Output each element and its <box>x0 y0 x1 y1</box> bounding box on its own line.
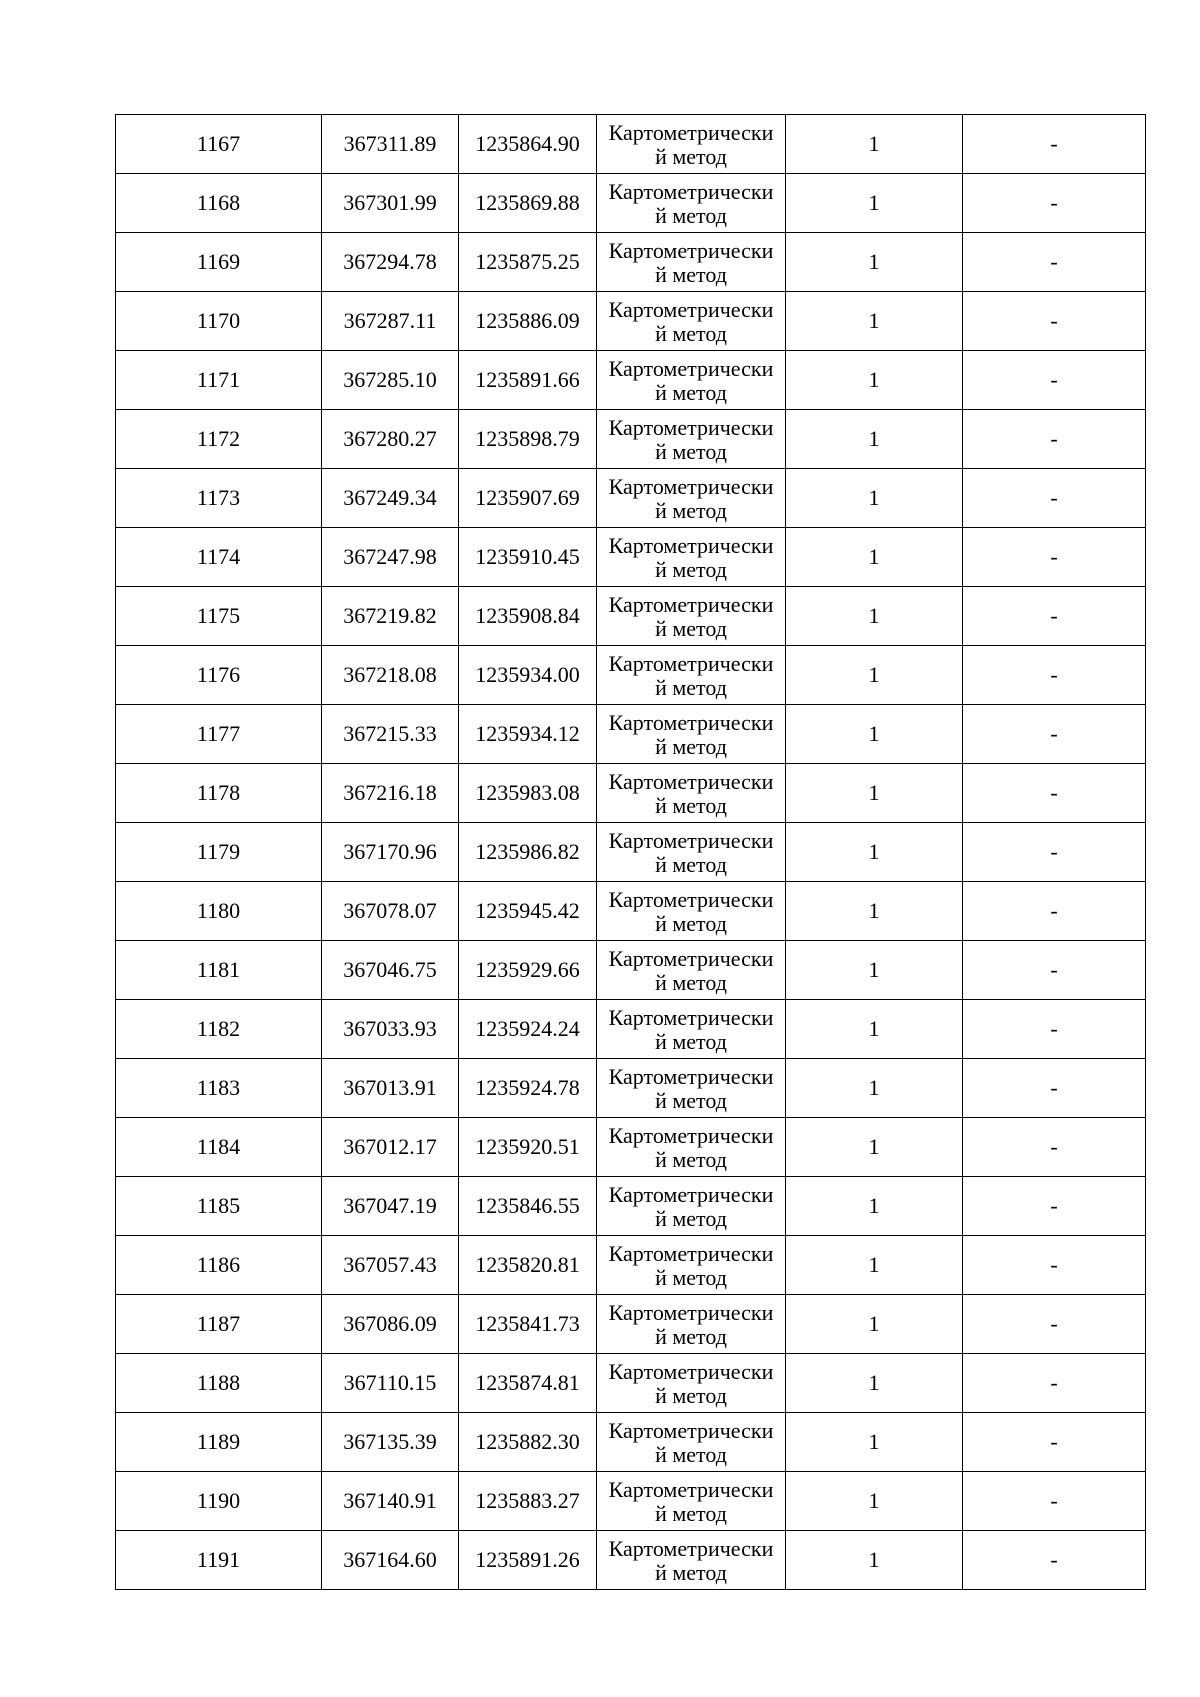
x-coordinate-cell: 367280.27 <box>322 410 459 469</box>
accuracy-cell: 1 <box>786 764 963 823</box>
accuracy-cell: 1 <box>786 1236 963 1295</box>
method-text-line2: й метод <box>655 439 727 464</box>
method-text-line1: Картометрически <box>608 1182 774 1207</box>
y-coordinate-cell: 1235920.51 <box>459 1118 597 1177</box>
method-cell <box>597 292 786 351</box>
method-text-line2: й метод <box>655 1442 727 1467</box>
point-number-cell: 1179 <box>116 823 322 882</box>
method-cell <box>597 646 786 705</box>
note-cell: - <box>963 587 1146 646</box>
method-cell <box>597 528 786 587</box>
y-coordinate-cell: 1235934.12 <box>459 705 597 764</box>
note-cell: - <box>963 1295 1146 1354</box>
note-cell: - <box>963 823 1146 882</box>
y-coordinate-cell: 1235864.90 <box>459 115 597 174</box>
note-cell: - <box>963 351 1146 410</box>
x-coordinate-cell: 367287.11 <box>322 292 459 351</box>
y-coordinate-cell: 1235910.45 <box>459 528 597 587</box>
point-number-cell: 1172 <box>116 410 322 469</box>
method-cell <box>597 705 786 764</box>
method-cell <box>597 823 786 882</box>
point-number-cell: 1181 <box>116 941 322 1000</box>
x-coordinate-cell: 367249.34 <box>322 469 459 528</box>
table-row <box>116 1413 1146 1472</box>
table-row <box>116 1472 1146 1531</box>
y-coordinate-cell: 1235841.73 <box>459 1295 597 1354</box>
note-cell: - <box>963 882 1146 941</box>
point-number-cell: 1187 <box>116 1295 322 1354</box>
method-text-line1: Картометрически <box>608 1477 774 1502</box>
table-row <box>116 764 1146 823</box>
method-text-line2: й метод <box>655 1265 727 1290</box>
method-cell <box>597 1118 786 1177</box>
note-cell: - <box>963 1472 1146 1531</box>
method-cell <box>597 764 786 823</box>
method-text-line1: Картометрически <box>608 474 774 499</box>
method-cell <box>597 1177 786 1236</box>
x-coordinate-cell: 367140.91 <box>322 1472 459 1531</box>
y-coordinate-cell: 1235907.69 <box>459 469 597 528</box>
method-text-line1: Картометрически <box>608 828 774 853</box>
method-cell <box>597 941 786 1000</box>
x-coordinate-cell: 367047.19 <box>322 1177 459 1236</box>
x-coordinate-cell: 367218.08 <box>322 646 459 705</box>
table-row <box>116 705 1146 764</box>
table-row <box>116 115 1146 174</box>
method-text-line1: Картометрически <box>608 1359 774 1384</box>
method-text-line1: Картометрически <box>608 710 774 735</box>
method-cell <box>597 351 786 410</box>
point-number-cell: 1191 <box>116 1531 322 1590</box>
y-coordinate-cell: 1235891.66 <box>459 351 597 410</box>
method-text-line1: Картометрически <box>608 179 774 204</box>
coordinates-table <box>115 114 1146 1590</box>
method-cell <box>597 410 786 469</box>
accuracy-cell: 1 <box>786 646 963 705</box>
note-cell: - <box>963 941 1146 1000</box>
note-cell: - <box>963 1531 1146 1590</box>
method-cell <box>597 1531 786 1590</box>
note-cell: - <box>963 1354 1146 1413</box>
method-cell <box>597 233 786 292</box>
method-cell <box>597 882 786 941</box>
method-text-line1: Картометрически <box>608 1123 774 1148</box>
accuracy-cell: 1 <box>786 882 963 941</box>
note-cell: - <box>963 233 1146 292</box>
method-text-line2: й метод <box>655 1501 727 1526</box>
y-coordinate-cell: 1235883.27 <box>459 1472 597 1531</box>
accuracy-cell: 1 <box>786 1295 963 1354</box>
method-cell <box>597 1413 786 1472</box>
table-row <box>116 1354 1146 1413</box>
table-row <box>116 882 1146 941</box>
method-cell <box>597 1236 786 1295</box>
x-coordinate-cell: 367013.91 <box>322 1059 459 1118</box>
method-text-line2: й метод <box>655 793 727 818</box>
x-coordinate-cell: 367046.75 <box>322 941 459 1000</box>
note-cell: - <box>963 1118 1146 1177</box>
table-row <box>116 528 1146 587</box>
method-text-line1: Картометрически <box>608 1241 774 1266</box>
method-text-line1: Картометрически <box>608 415 774 440</box>
table-row <box>116 1118 1146 1177</box>
method-text-line2: й метод <box>655 1206 727 1231</box>
note-cell: - <box>963 1059 1146 1118</box>
method-cell <box>597 1000 786 1059</box>
accuracy-cell: 1 <box>786 174 963 233</box>
method-text-line2: й метод <box>655 144 727 169</box>
point-number-cell: 1169 <box>116 233 322 292</box>
method-text-line2: й метод <box>655 262 727 287</box>
point-number-cell: 1184 <box>116 1118 322 1177</box>
method-text-line2: й метод <box>655 1088 727 1113</box>
method-text-line2: й метод <box>655 911 727 936</box>
note-cell: - <box>963 1000 1146 1059</box>
point-number-cell: 1168 <box>116 174 322 233</box>
method-text-line2: й метод <box>655 616 727 641</box>
note-cell: - <box>963 1236 1146 1295</box>
method-text-line1: Картометрически <box>608 120 774 145</box>
point-number-cell: 1189 <box>116 1413 322 1472</box>
point-number-cell: 1176 <box>116 646 322 705</box>
method-text-line2: й метод <box>655 1147 727 1172</box>
accuracy-cell: 1 <box>786 705 963 764</box>
y-coordinate-cell: 1235908.84 <box>459 587 597 646</box>
point-number-cell: 1190 <box>116 1472 322 1531</box>
point-number-cell: 1178 <box>116 764 322 823</box>
x-coordinate-cell: 367219.82 <box>322 587 459 646</box>
table-row <box>116 823 1146 882</box>
method-text-line1: Картометрически <box>608 1005 774 1030</box>
x-coordinate-cell: 367216.18 <box>322 764 459 823</box>
method-text-line2: й метод <box>655 1324 727 1349</box>
point-number-cell: 1174 <box>116 528 322 587</box>
accuracy-cell: 1 <box>786 292 963 351</box>
method-text-line2: й метод <box>655 1383 727 1408</box>
table-row <box>116 587 1146 646</box>
method-text-line2: й метод <box>655 970 727 995</box>
method-cell <box>597 1059 786 1118</box>
note-cell: - <box>963 115 1146 174</box>
method-text-line1: Картометрически <box>608 297 774 322</box>
x-coordinate-cell: 367057.43 <box>322 1236 459 1295</box>
accuracy-cell: 1 <box>786 469 963 528</box>
note-cell: - <box>963 1177 1146 1236</box>
x-coordinate-cell: 367164.60 <box>322 1531 459 1590</box>
x-coordinate-cell: 367110.15 <box>322 1354 459 1413</box>
table-row <box>116 1236 1146 1295</box>
x-coordinate-cell: 367170.96 <box>322 823 459 882</box>
method-text-line1: Картометрически <box>608 238 774 263</box>
point-number-cell: 1170 <box>116 292 322 351</box>
method-text-line2: й метод <box>655 498 727 523</box>
accuracy-cell: 1 <box>786 1472 963 1531</box>
y-coordinate-cell: 1235945.42 <box>459 882 597 941</box>
method-text-line1: Картометрически <box>608 533 774 558</box>
note-cell: - <box>963 705 1146 764</box>
method-text-line2: й метод <box>655 380 727 405</box>
accuracy-cell: 1 <box>786 941 963 1000</box>
accuracy-cell: 1 <box>786 410 963 469</box>
point-number-cell: 1167 <box>116 115 322 174</box>
method-text-line1: Картометрически <box>608 769 774 794</box>
note-cell: - <box>963 764 1146 823</box>
accuracy-cell: 1 <box>786 528 963 587</box>
x-coordinate-cell: 367215.33 <box>322 705 459 764</box>
point-number-cell: 1183 <box>116 1059 322 1118</box>
method-text-line2: й метод <box>655 321 727 346</box>
method-text-line2: й метод <box>655 557 727 582</box>
point-number-cell: 1186 <box>116 1236 322 1295</box>
accuracy-cell: 1 <box>786 1059 963 1118</box>
accuracy-cell: 1 <box>786 1177 963 1236</box>
method-text-line1: Картометрически <box>608 356 774 381</box>
y-coordinate-cell: 1235986.82 <box>459 823 597 882</box>
y-coordinate-cell: 1235891.26 <box>459 1531 597 1590</box>
y-coordinate-cell: 1235882.30 <box>459 1413 597 1472</box>
method-cell <box>597 1472 786 1531</box>
table-row <box>116 1059 1146 1118</box>
table-row <box>116 292 1146 351</box>
point-number-cell: 1185 <box>116 1177 322 1236</box>
point-number-cell: 1175 <box>116 587 322 646</box>
method-text-line1: Картометрически <box>608 592 774 617</box>
method-cell <box>597 174 786 233</box>
y-coordinate-cell: 1235820.81 <box>459 1236 597 1295</box>
accuracy-cell: 1 <box>786 587 963 646</box>
table-row <box>116 174 1146 233</box>
table-row <box>116 469 1146 528</box>
x-coordinate-cell: 367012.17 <box>322 1118 459 1177</box>
x-coordinate-cell: 367247.98 <box>322 528 459 587</box>
method-text-line1: Картометрически <box>608 651 774 676</box>
note-cell: - <box>963 292 1146 351</box>
method-cell <box>597 1354 786 1413</box>
table-row <box>116 233 1146 292</box>
accuracy-cell: 1 <box>786 1000 963 1059</box>
point-number-cell: 1177 <box>116 705 322 764</box>
x-coordinate-cell: 367033.93 <box>322 1000 459 1059</box>
method-cell <box>597 587 786 646</box>
x-coordinate-cell: 367285.10 <box>322 351 459 410</box>
note-cell: - <box>963 528 1146 587</box>
method-text-line1: Картометрически <box>608 887 774 912</box>
method-text-line1: Картометрически <box>608 946 774 971</box>
point-number-cell: 1180 <box>116 882 322 941</box>
accuracy-cell: 1 <box>786 115 963 174</box>
point-number-cell: 1173 <box>116 469 322 528</box>
method-text-line1: Картометрически <box>608 1300 774 1325</box>
y-coordinate-cell: 1235846.55 <box>459 1177 597 1236</box>
table-row <box>116 1000 1146 1059</box>
y-coordinate-cell: 1235934.00 <box>459 646 597 705</box>
x-coordinate-cell: 367294.78 <box>322 233 459 292</box>
table-body <box>116 115 1146 1590</box>
method-text-line2: й метод <box>655 734 727 759</box>
method-cell <box>597 115 786 174</box>
method-text-line2: й метод <box>655 852 727 877</box>
point-number-cell: 1171 <box>116 351 322 410</box>
method-text-line1: Картометрически <box>608 1536 774 1561</box>
y-coordinate-cell: 1235924.78 <box>459 1059 597 1118</box>
x-coordinate-cell: 367086.09 <box>322 1295 459 1354</box>
y-coordinate-cell: 1235929.66 <box>459 941 597 1000</box>
method-text-line2: й метод <box>655 1560 727 1585</box>
note-cell: - <box>963 410 1146 469</box>
x-coordinate-cell: 367135.39 <box>322 1413 459 1472</box>
x-coordinate-cell: 367078.07 <box>322 882 459 941</box>
method-text-line2: й метод <box>655 203 727 228</box>
method-text-line2: й метод <box>655 675 727 700</box>
point-number-cell: 1182 <box>116 1000 322 1059</box>
table-row <box>116 1295 1146 1354</box>
table-row <box>116 351 1146 410</box>
x-coordinate-cell: 367301.99 <box>322 174 459 233</box>
method-text-line1: Картометрически <box>608 1064 774 1089</box>
table-row <box>116 646 1146 705</box>
note-cell: - <box>963 1413 1146 1472</box>
y-coordinate-cell: 1235924.24 <box>459 1000 597 1059</box>
accuracy-cell: 1 <box>786 1413 963 1472</box>
note-cell: - <box>963 646 1146 705</box>
accuracy-cell: 1 <box>786 1118 963 1177</box>
accuracy-cell: 1 <box>786 1354 963 1413</box>
y-coordinate-cell: 1235874.81 <box>459 1354 597 1413</box>
method-cell <box>597 469 786 528</box>
y-coordinate-cell: 1235875.25 <box>459 233 597 292</box>
y-coordinate-cell: 1235983.08 <box>459 764 597 823</box>
x-coordinate-cell: 367311.89 <box>322 115 459 174</box>
y-coordinate-cell: 1235898.79 <box>459 410 597 469</box>
table-row <box>116 941 1146 1000</box>
method-text-line1: Картометрически <box>608 1418 774 1443</box>
table-row <box>116 410 1146 469</box>
accuracy-cell: 1 <box>786 1531 963 1590</box>
accuracy-cell: 1 <box>786 233 963 292</box>
method-cell <box>597 1295 786 1354</box>
y-coordinate-cell: 1235886.09 <box>459 292 597 351</box>
note-cell: - <box>963 469 1146 528</box>
table-row <box>116 1177 1146 1236</box>
table-row <box>116 1531 1146 1590</box>
y-coordinate-cell: 1235869.88 <box>459 174 597 233</box>
accuracy-cell: 1 <box>786 823 963 882</box>
point-number-cell: 1188 <box>116 1354 322 1413</box>
method-text-line2: й метод <box>655 1029 727 1054</box>
note-cell: - <box>963 174 1146 233</box>
accuracy-cell: 1 <box>786 351 963 410</box>
